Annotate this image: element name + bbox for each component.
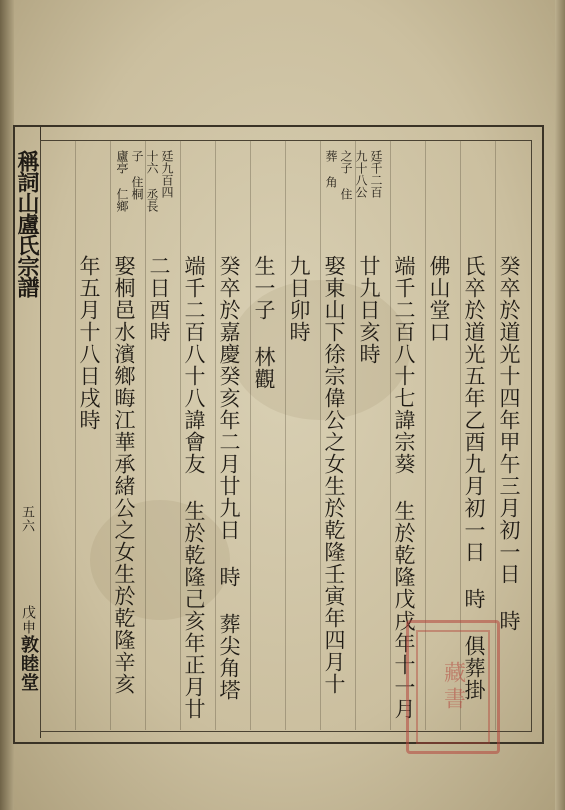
text-column: 娶東山下徐宗偉公之女生於乾隆壬寅年四月十 — [322, 255, 346, 695]
note: 廷九百四 — [160, 150, 174, 198]
hall-small: 戊申 — [20, 605, 36, 635]
note: 葬 角 — [324, 150, 338, 188]
collector-seal — [406, 620, 500, 754]
note: 十六 丞長 — [145, 150, 159, 212]
text-column: 年五月十八日戌時 — [77, 255, 101, 431]
hall-big: 敦睦堂 — [18, 635, 39, 692]
text-column: 癸卒於嘉慶癸亥年二月廿九日 時 葬尖角塔 — [217, 255, 241, 701]
text-column: 二日酉時 — [147, 255, 171, 343]
seal-text: 藏書 — [416, 630, 490, 744]
text-column: 生一子 林觀 — [252, 255, 276, 390]
page-number: 五六 — [19, 505, 34, 533]
text-column: 癸卒於道光十四年甲午三月初一日 時 — [497, 255, 521, 632]
book-spine — [0, 0, 14, 810]
text-column: 娶桐邑水濱鄉晦江華承緒公之女生於乾隆辛亥 — [112, 255, 136, 695]
book-title: 稱詞山盧氏宗譜 — [14, 150, 40, 297]
note: 子 住桐 — [130, 150, 144, 200]
hall-name — [19, 605, 37, 692]
text-column: 端千二百八十七諱宗葵 生於乾隆戊戌年十一月 — [392, 255, 416, 720]
page-edge — [555, 0, 565, 810]
note: 九十八公 — [354, 150, 368, 198]
text-column: 九日卯時 — [287, 255, 311, 343]
text-column: 氏卒於道光五年乙酉九月初一日 時 俱葬掛 — [462, 255, 486, 701]
note: 之子 住 — [339, 150, 353, 200]
note: 廬亭 仁鄉 — [115, 150, 129, 212]
note: 廷千二百 — [369, 150, 383, 198]
text-column: 佛山堂口 — [427, 255, 451, 343]
text-column: 廿九日亥時 — [357, 255, 381, 365]
text-column: 端千二百八十八諱會友 生於乾隆己亥年正月廿 — [182, 255, 206, 720]
